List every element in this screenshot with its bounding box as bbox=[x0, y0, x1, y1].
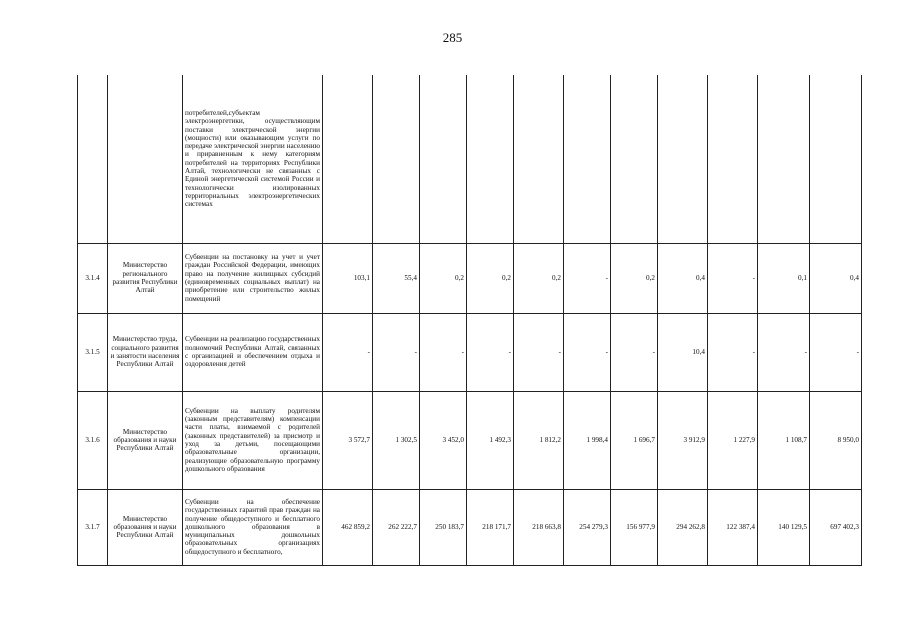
row-value-cell bbox=[514, 75, 564, 243]
row-value-cell: - bbox=[323, 313, 373, 391]
row-value-cell: 156 977,9 bbox=[611, 489, 658, 565]
row-code: 3.1.4 bbox=[78, 243, 108, 313]
row-value-cell: 697 402,3 bbox=[810, 489, 862, 565]
row-value-cell: 1 302,5 bbox=[373, 391, 420, 489]
table-row bbox=[78, 75, 862, 243]
row-value-cell bbox=[420, 75, 467, 243]
row-value-cell: 250 183,7 bbox=[420, 489, 467, 565]
row-description: Субвенции на выплату родителям (законным представителям) компенсации части платы, взимаемой с родителей (законных представителей) за присмотр и уход за детьми, посещающими образовательные организации, реализующие образовательную программу дошкольного образования bbox=[183, 391, 323, 489]
row-description: потребителей,субъектам электроэнергетики, осуществляющим поставки электрической энергии (мощности) или оказывающим услуги по передаче электрической энергии населению и приравненным к нему категориям потребителей на территориях Республики Алтай, технологически не связанных с Единой энергетической системой России и технологически изолированных территориальных электроэнергетических системах bbox=[183, 75, 323, 243]
row-value-cell: - bbox=[708, 313, 758, 391]
row-value-cell: 103,1 bbox=[323, 243, 373, 313]
row-value-cell: 262 222,7 bbox=[373, 489, 420, 565]
row-value-cell: 0,4 bbox=[810, 243, 862, 313]
row-value-cell: - bbox=[420, 313, 467, 391]
row-value-cell: 3 912,9 bbox=[658, 391, 708, 489]
row-value-cell: - bbox=[564, 243, 611, 313]
row-value-cell bbox=[467, 75, 514, 243]
row-value-cell: 294 262,8 bbox=[658, 489, 708, 565]
row-value-cell bbox=[758, 75, 810, 243]
row-value-cell: 1 108,7 bbox=[758, 391, 810, 489]
row-value-cell: - bbox=[810, 313, 862, 391]
row-value-cell: 55,4 bbox=[373, 243, 420, 313]
row-executor: Министерство труда, социального развития и занятости населения Республики Алтай bbox=[108, 313, 183, 391]
row-value-cell: 0,2 bbox=[420, 243, 467, 313]
row-value-cell: - bbox=[758, 313, 810, 391]
row-value-cell: 0,2 bbox=[467, 243, 514, 313]
page-number: 285 bbox=[442, 30, 463, 45]
row-value-cell: 1 998,4 bbox=[564, 391, 611, 489]
row-value-cell: 8 950,0 bbox=[810, 391, 862, 489]
row-value-cell bbox=[611, 75, 658, 243]
table-row bbox=[78, 391, 862, 489]
row-value-cell: 10,4 bbox=[658, 313, 708, 391]
row-value-cell: - bbox=[467, 313, 514, 391]
row-value-cell: 1 492,3 bbox=[467, 391, 514, 489]
row-value-cell: 3 572,7 bbox=[323, 391, 373, 489]
row-value-cell: 0,2 bbox=[611, 243, 658, 313]
row-value-cell: 0,1 bbox=[758, 243, 810, 313]
row-value-cell: 1 812,2 bbox=[514, 391, 564, 489]
row-value-cell: 0,2 bbox=[514, 243, 564, 313]
row-value-cell: - bbox=[708, 243, 758, 313]
row-value-cell bbox=[564, 75, 611, 243]
row-executor: Министерство образования и науки Республики Алтай bbox=[108, 391, 183, 489]
row-value-cell: 1 227,9 bbox=[708, 391, 758, 489]
row-value-cell: 140 129,5 bbox=[758, 489, 810, 565]
row-value-cell: - bbox=[564, 313, 611, 391]
row-value-cell bbox=[323, 75, 373, 243]
row-value-cell: 254 279,3 bbox=[564, 489, 611, 565]
row-value-cell bbox=[658, 75, 708, 243]
row-value-cell: 462 859,2 bbox=[323, 489, 373, 565]
row-code: 3.1.5 bbox=[78, 313, 108, 391]
row-executor: Министерство регионального развития Республики Алтай bbox=[108, 243, 183, 313]
row-description: Субвенции на реализацию государственных полномочий Республики Алтай, связанных с организацией и обеспечением отдыха и оздоровления детей bbox=[183, 313, 323, 391]
row-value-cell: - bbox=[514, 313, 564, 391]
row-value-cell: 0,4 bbox=[658, 243, 708, 313]
row-value-cell: 3 452,0 bbox=[420, 391, 467, 489]
row-code: 3.1.7 bbox=[78, 489, 108, 565]
row-executor: Министерство образования и науки Республики Алтай bbox=[108, 489, 183, 565]
row-value-cell: 218 171,7 bbox=[467, 489, 514, 565]
row-value-cell: 218 663,8 bbox=[514, 489, 564, 565]
table-row bbox=[78, 313, 862, 391]
budget-table bbox=[77, 75, 862, 566]
row-value-cell: 122 387,4 bbox=[708, 489, 758, 565]
row-value-cell: - bbox=[611, 313, 658, 391]
row-value-cell: - bbox=[373, 313, 420, 391]
table-row bbox=[78, 243, 862, 313]
row-description: Субвенции на обеспечение государственных гарантий прав граждан на получение общедоступного и бесплатного дошкольного образования в муниципальных дошкольных образовательных организациях общедоступного и бесплатного, bbox=[183, 489, 323, 565]
row-value-cell: 1 696,7 bbox=[611, 391, 658, 489]
row-value-cell bbox=[708, 75, 758, 243]
row-value-cell bbox=[810, 75, 862, 243]
row-value-cell bbox=[373, 75, 420, 243]
row-code: 3.1.6 bbox=[78, 391, 108, 489]
table-row bbox=[78, 489, 862, 565]
row-description: Субвенции на постановку на учет и учет граждан Российской Федерации, имеющих право на получение жилищных субсидий (единовременных социальных выплат) на приобретение или строительство жилых помещений bbox=[183, 243, 323, 313]
row-executor bbox=[108, 75, 183, 243]
row-code bbox=[78, 75, 108, 243]
